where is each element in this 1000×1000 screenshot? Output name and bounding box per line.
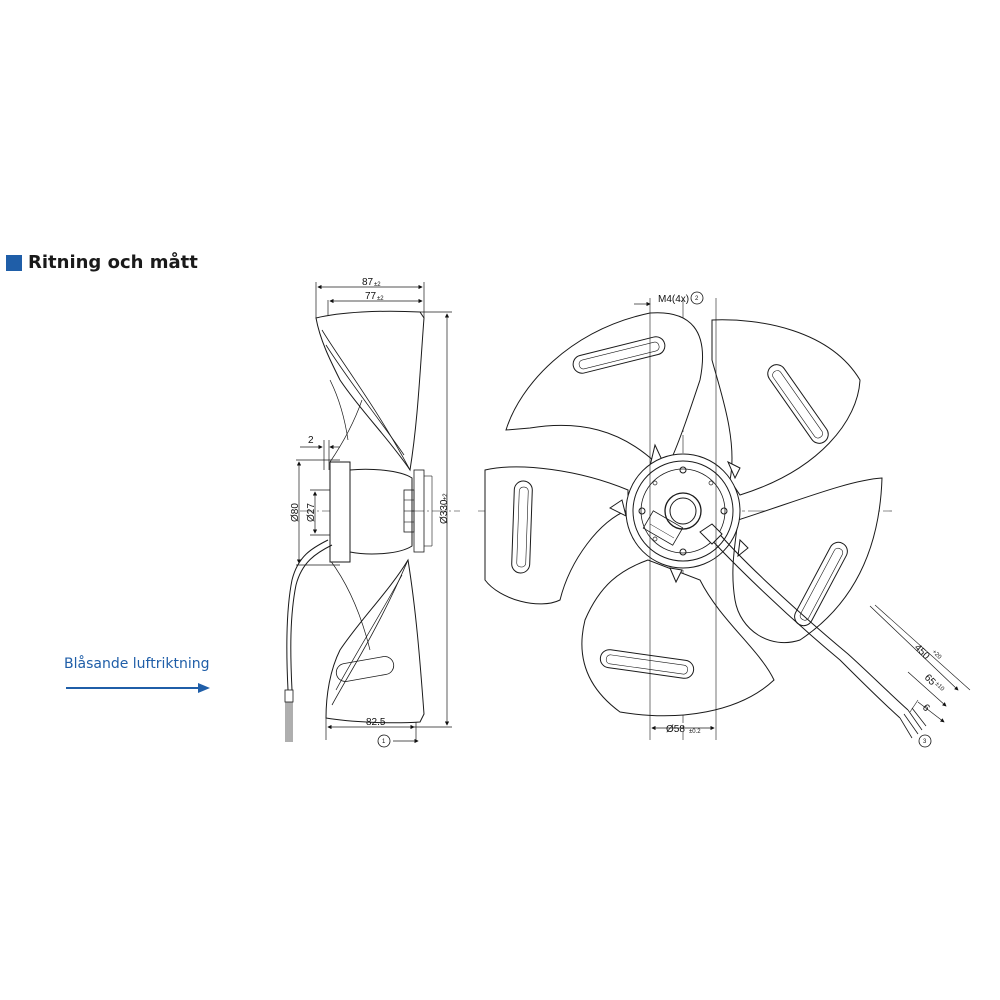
- dim-diameter: Ø330: [439, 499, 450, 524]
- airflow-label: Blåsande luftriktning: [64, 656, 210, 672]
- dim-bottom: 82.5: [366, 717, 386, 728]
- callout-1: 1: [382, 739, 386, 745]
- callout-3: 3: [923, 739, 927, 745]
- dim-hub-inner: Ø27: [306, 503, 317, 522]
- dim-strip-length-tol: ±10: [933, 681, 945, 693]
- dim-hub-outer: Ø80: [290, 503, 301, 522]
- section-title: Ritning och mått: [28, 252, 198, 273]
- dim-diameter-tol: ±2: [443, 493, 449, 500]
- dim-cable-length: 450: [911, 642, 932, 662]
- dim-wire-end: 6: [919, 702, 932, 715]
- front-view: [478, 298, 970, 740]
- dim-total-depth-tol: ±2: [374, 282, 381, 288]
- dim-gap: 2: [308, 435, 314, 446]
- dim-cable-length-tol: +20: [930, 649, 943, 661]
- dim-blade-depth-tol: ±2: [377, 296, 384, 302]
- dim-bolt-circle: Ø58: [666, 724, 685, 735]
- dim-strip-length: 65: [921, 672, 938, 688]
- dim-thread: M4(4x): [658, 294, 690, 305]
- dim-total-depth: 87: [362, 277, 374, 288]
- dim-blade-depth: 77: [365, 291, 377, 302]
- dim-bolt-circle-tol: ±0.2: [689, 729, 701, 735]
- callout-2: 2: [695, 296, 699, 302]
